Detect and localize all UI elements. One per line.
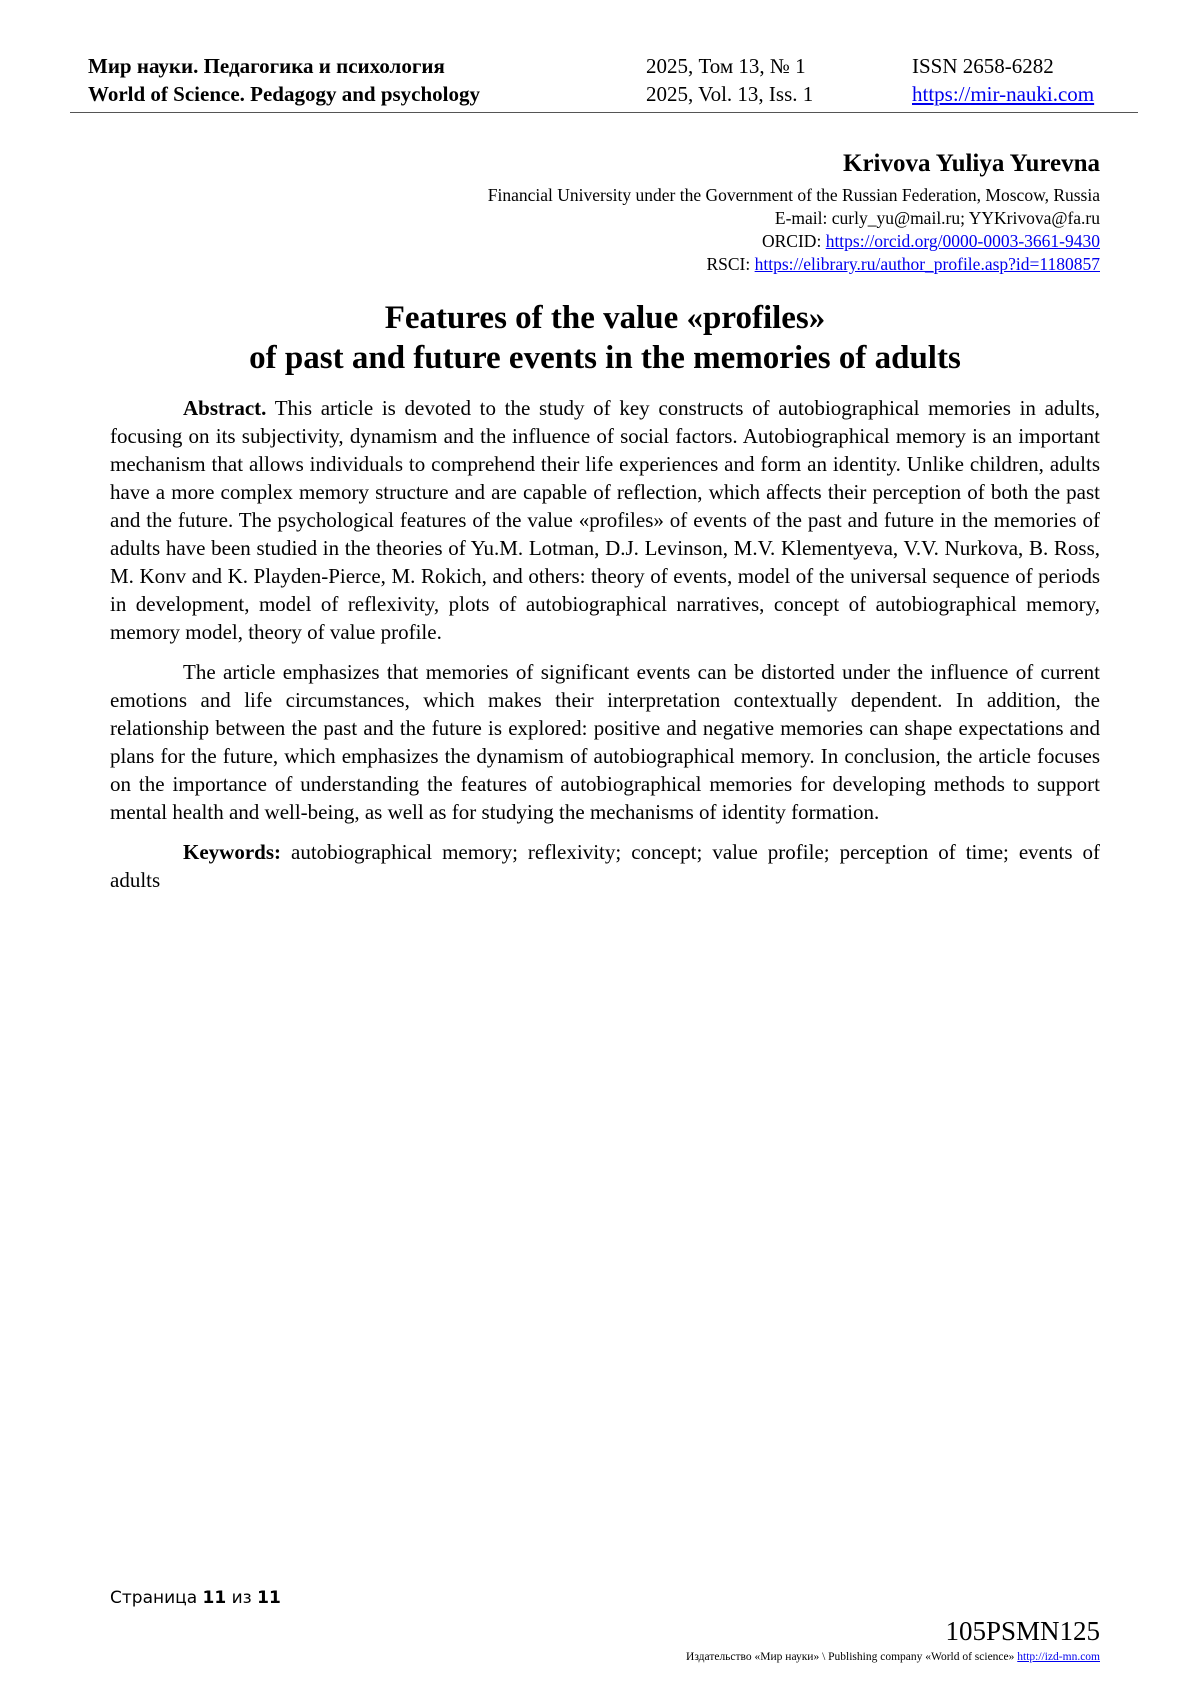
journal-title-ru: Мир науки. Педагогика и психология (88, 54, 445, 78)
abstract-text: This article is devoted to the study of key constructs of autobiographical memories in adults, focusing on its subjectivity, dynamism and the influence of social factors. Autobiographical memory is an important mechanism that allows individuals to comprehend their life experiences and form an identity. Unlike children, adults have a more complex memory structure and are capable of reflection, which affects their perception of both the past and the future. The psychological features of the value «profiles» of events of the past and future in the memories of adults have been studied in the theories of Yu.M. Lotman, D.J. Levinson, M.V. Klementyeva, V.V. Nurkova, B. Ross, M. Konv and K. Playden-Pierce, M. Rokich, and others: theory of events, model of the universal sequence of periods in development, model of reflexivity, plots of autobiographical narratives, concept of autobiographical memory, memory model, theory of value profile. (110, 396, 1100, 644)
keywords-label: Keywords: (183, 840, 281, 864)
article-title-line1: Features of the value «profiles» (384, 300, 826, 336)
author-rsci (200, 253, 1100, 276)
orcid-link[interactable]: https://orcid.org/0000-0003-3661-9430 (825, 231, 1100, 251)
abstract-label: Abstract. (183, 396, 267, 420)
article-title-line2: of past and future events in the memories of adults (249, 340, 961, 376)
issue-block (646, 52, 813, 108)
author-email: E-mail: curly_yu@mail.ru; YYKrivova@fa.ru (774, 208, 1100, 228)
journal-title-block (88, 52, 480, 108)
journal-title-en: World of Science. Pedagogy and psychology (88, 82, 481, 106)
issn-block (912, 52, 1094, 108)
author-orcid (200, 230, 1100, 253)
issue-ru: 2025, Том 13, № 1 (646, 54, 806, 78)
publisher-text: Издательство «Мир науки» \ Publishing company «World of science» (686, 1651, 1018, 1663)
issn: ISSN 2658-6282 (912, 54, 1054, 78)
author-block (200, 148, 1100, 276)
orcid-label: ORCID: (762, 231, 826, 251)
article-title (110, 298, 1100, 378)
page-number (110, 1588, 281, 1608)
journal-site-link[interactable]: https://mir-nauki.com (912, 82, 1095, 106)
publisher-link[interactable]: http://izd-mn.com (1017, 1651, 1100, 1663)
article-body (110, 394, 1100, 906)
article-code: 105PSMN125 (945, 1616, 1100, 1646)
page-of: из (226, 1588, 258, 1608)
page-total: 11 (257, 1588, 281, 1608)
keywords-text: autobiographical memory; reflexivity; concept; value profile; perception of time; events of adults (110, 840, 1100, 892)
author-name: Krivova Yuliya Yurevna (843, 150, 1100, 177)
keywords-paragraph (110, 838, 1100, 894)
page-prefix: Страница (110, 1588, 203, 1608)
page-current: 11 (202, 1588, 227, 1608)
header-divider (70, 112, 1138, 113)
issue-en: 2025, Vol. 13, Iss. 1 (646, 82, 814, 106)
rsci-label: RSCI: (706, 254, 755, 274)
rsci-link[interactable]: https://elibrary.ru/author_profile.asp?id=1180857 (754, 254, 1100, 274)
abstract-paragraph-2: The article emphasizes that memories of significant events can be distorted under the influence of current emotions and life circumstances, which makes their interpretation contextually dependent. In addition, the relationship between the past and the future is explored: positive and negative memories can shape expectations and plans for the future, which emphasizes the dynamism of autobiographical memory. In conclusion, the article focuses on the importance of understanding the features of autobiographical memories for developing methods to support mental health and well-being, as well as for studying the mechanisms of identity formation. (110, 660, 1100, 824)
author-affiliation: Financial University under the Government of the Russian Federation, Moscow, Russia (487, 185, 1100, 205)
publisher-line (686, 1650, 1100, 1664)
abstract-paragraph (110, 394, 1100, 646)
